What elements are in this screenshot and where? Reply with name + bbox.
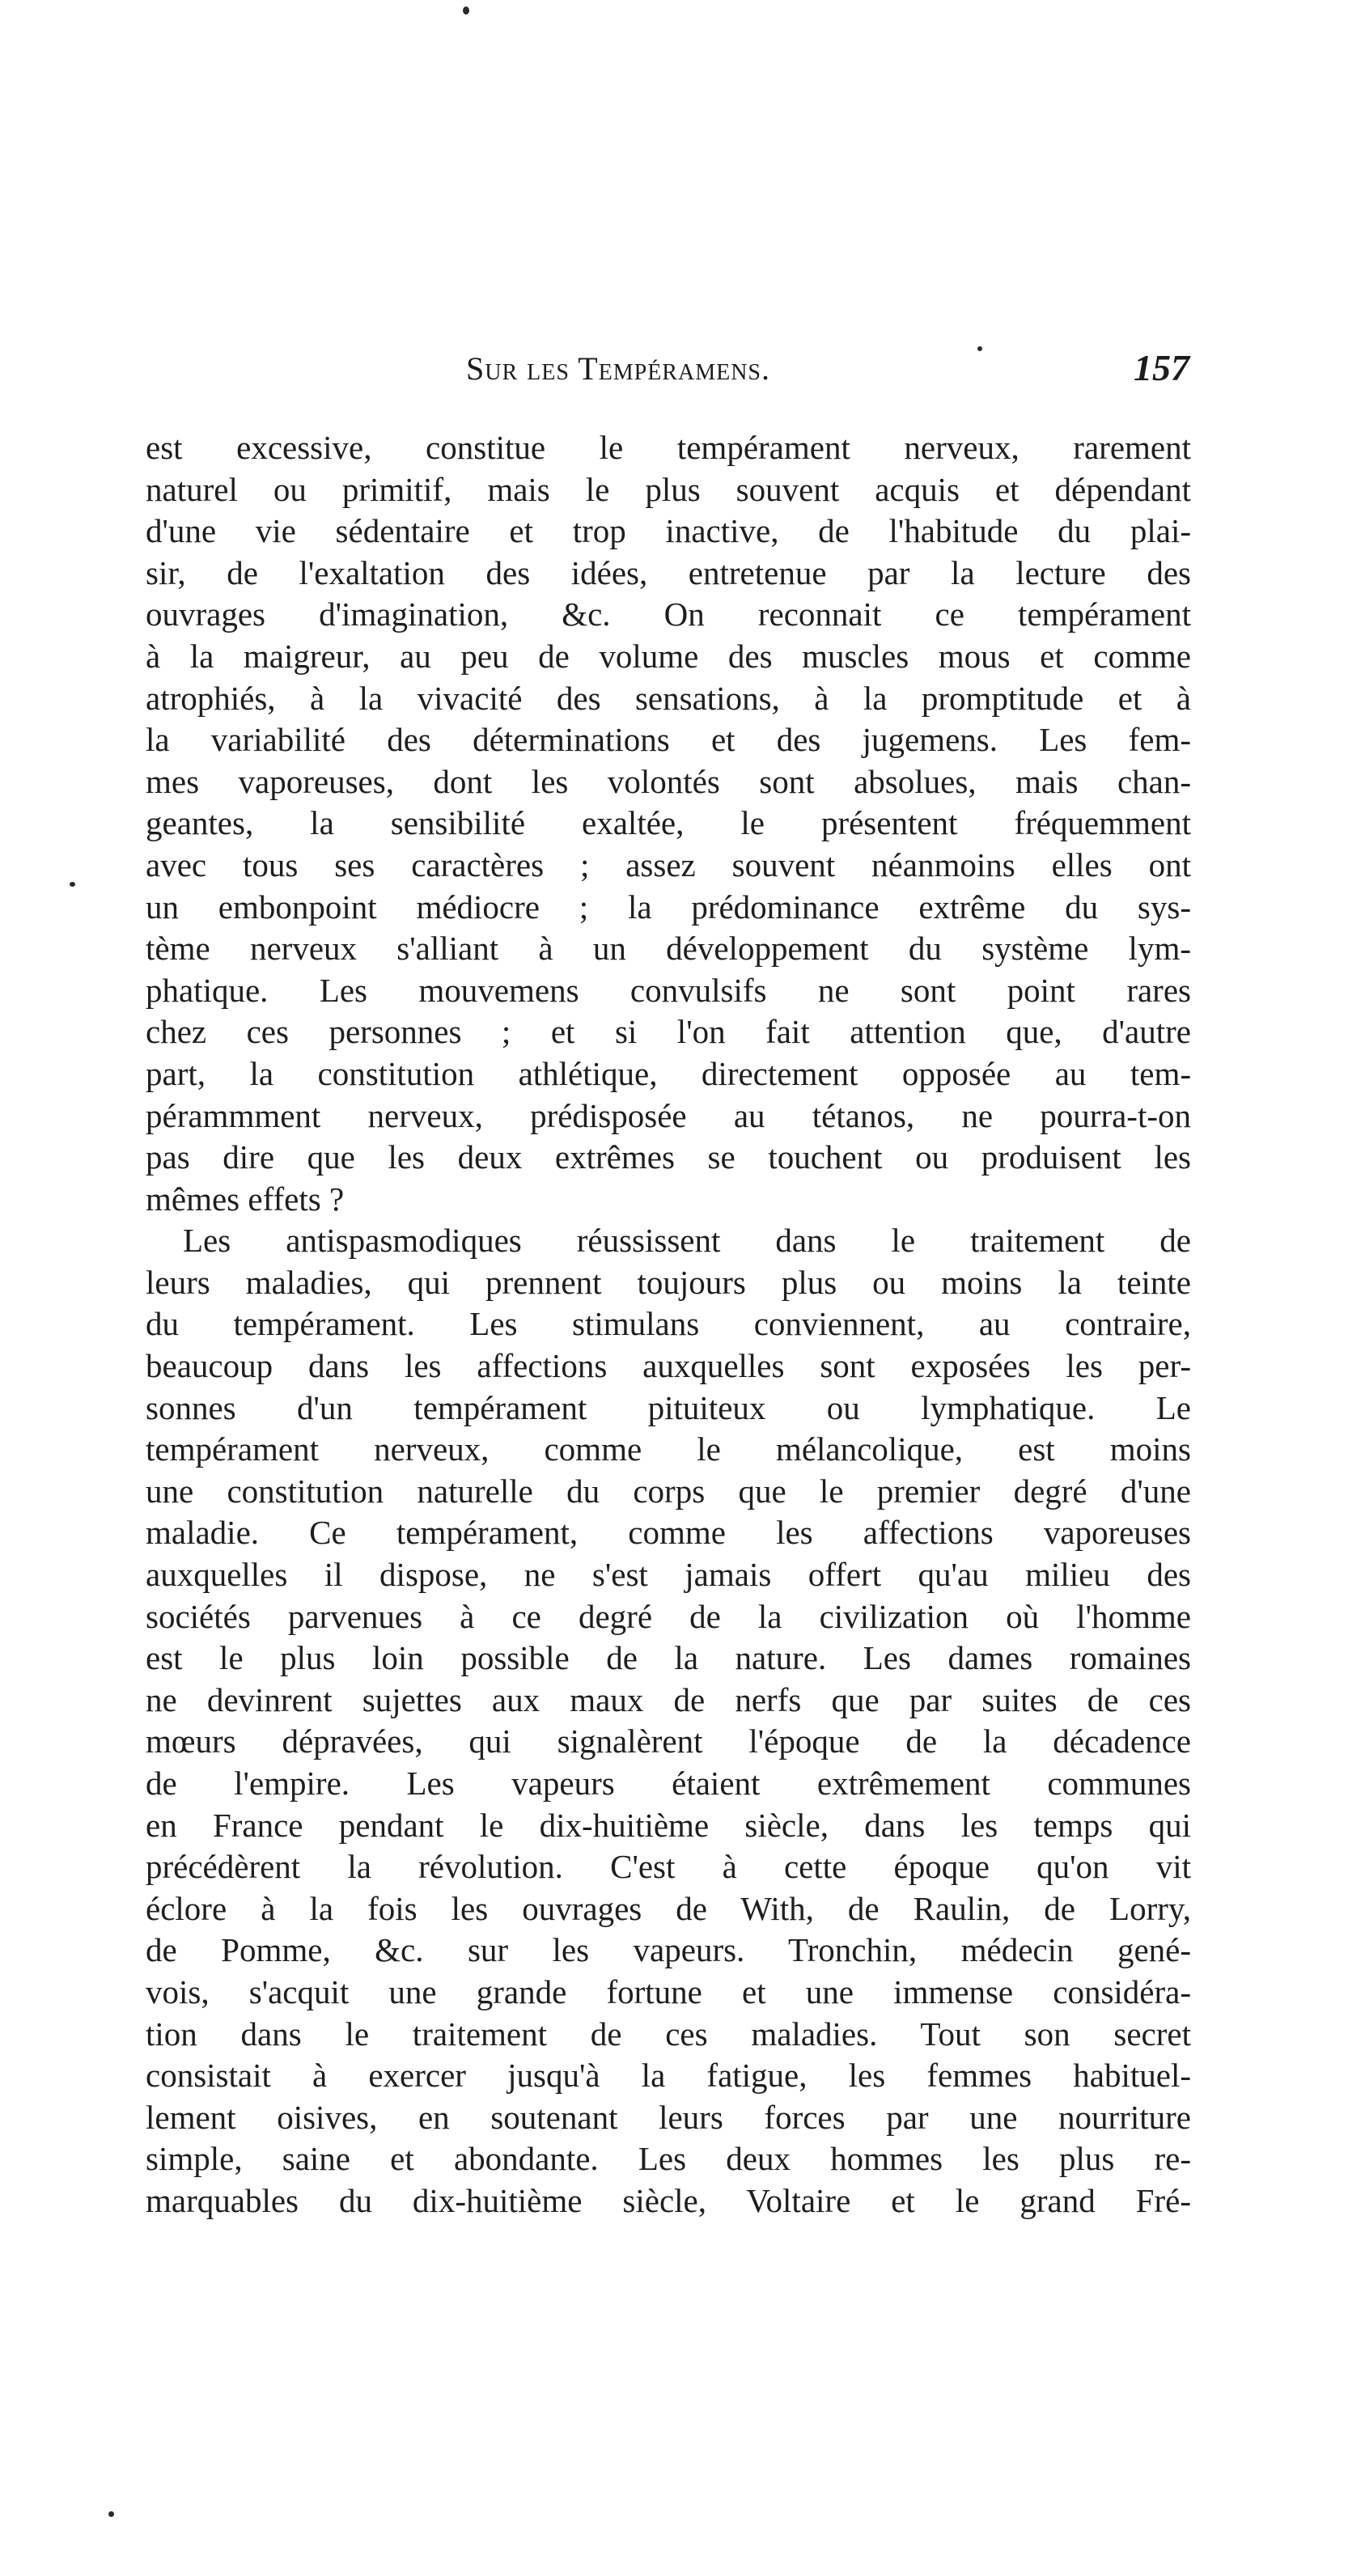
text-line: de l'empire. Les vapeurs étaient extrêmement communes	[146, 1765, 1191, 1802]
text-line: ne devinrent sujettes aux maux de nerfs que par suites de ces	[146, 1680, 1191, 1718]
text-line: leurs maladies, qui prennent toujours plus ou moins la teinte	[146, 1263, 1191, 1301]
text-line: sociétés parvenues à ce degré de la civilization où l'homme	[146, 1597, 1191, 1635]
text-line: ouvrages d'imagination, &c. On reconnait ce tempérament	[146, 595, 1191, 633]
text-line: avec tous ses caractères ; assez souvent néanmoins elles ont	[146, 845, 1191, 883]
text-line: de Pomme, &c. sur les vapeurs. Tronchin, médecin gené-	[146, 1931, 1191, 1969]
text-line: tempérament nerveux, comme le mélancolique, est moins	[146, 1430, 1191, 1468]
text-line: éclore à la fois les ouvrages de With, de Raulin, de Lorry,	[146, 1889, 1191, 1927]
text-line: phatique. Les mouvemens convulsifs ne sont point rares	[146, 971, 1191, 1009]
text-line: pérammment nerveux, prédisposée au tétanos, ne pourra-t-on	[146, 1096, 1191, 1134]
running-head	[144, 347, 1196, 401]
text-line: mœurs dépravées, qui signalèrent l'époque de la décadence	[146, 1722, 1191, 1760]
text-line: lement oisives, en soutenant leurs forces par une nourriture	[146, 2098, 1191, 2136]
ink-speck-top	[463, 6, 469, 15]
page-number: 157	[1134, 347, 1189, 388]
text-line: en France pendant le dix-huitième siècle, dans les temps qui	[146, 1806, 1191, 1844]
text-line: une constitution naturelle du corps que le premier degré d'une	[146, 1472, 1191, 1510]
paragraph	[146, 427, 1191, 1220]
text-line: vois, s'acquit une grande fortune et une immense considéra-	[146, 1972, 1191, 2010]
ink-speck-margin	[70, 882, 75, 887]
text-line: du tempérament. Les stimulans conviennent, au contraire,	[146, 1305, 1191, 1343]
text-line: est le plus loin possible de la nature. Les dames romaines	[146, 1639, 1191, 1677]
text-line: geantes, la sensibilité exaltée, le présentent fréquemment	[146, 804, 1191, 842]
ink-speck-bottom	[108, 2511, 114, 2517]
paragraph	[146, 1220, 1191, 2222]
text-line: à la maigreur, au peu de volume des muscles mous et comme	[146, 637, 1191, 675]
text-line: part, la constitution athlétique, directement opposée au tem-	[146, 1054, 1191, 1092]
text-line: atrophiés, à la vivacité des sensations, à la promptitude et à	[146, 679, 1191, 717]
text-line: précédèrent la révolution. C'est à cette époque qu'on vit	[146, 1848, 1191, 1886]
text-line: beaucoup dans les affections auxquelles sont exposées les per-	[146, 1347, 1191, 1385]
text-line: pas dire que les deux extrêmes se touchent ou produisent les	[146, 1138, 1191, 1176]
text-line: maladie. Ce tempérament, comme les affections vaporeuses	[146, 1514, 1191, 1552]
text-line: auxquelles il dispose, ne s'est jamais offert qu'au milieu des	[146, 1556, 1191, 1594]
text-line: un embonpoint médiocre ; la prédominance extrême du sys-	[146, 888, 1191, 926]
text-line: consistait à exercer jusqu'à la fatigue, les femmes habituel-	[146, 2057, 1191, 2095]
text-line: sonnes d'un tempérament pituiteux ou lymphatique. Le	[146, 1388, 1191, 1426]
text-line: tion dans le traitement de ces maladies. Tout son secret	[146, 2015, 1191, 2053]
running-title: Sur les Tempéramens.	[466, 350, 770, 387]
text-line: la variabilité des déterminations et des jugemens. Les fem-	[146, 721, 1191, 759]
text-line: est excessive, constitue le tempérament nerveux, rarement	[146, 429, 1191, 466]
text-line: mes vaporeuses, dont les volontés sont absolues, mais chan-	[146, 762, 1191, 800]
text-line: d'une vie sédentaire et trop inactive, de l'habitude du plai-	[146, 512, 1191, 550]
body-text	[146, 427, 1191, 2222]
text-line: Les antispasmodiques réussissent dans le traitement de	[183, 1222, 1191, 1260]
text-line: simple, saine et abondante. Les deux hommes les plus re-	[146, 2140, 1191, 2178]
text-line: tème nerveux s'alliant à un développement du système lym-	[146, 930, 1191, 968]
text-line: marquables du dix-huitième siècle, Voltaire et le grand Fré-	[146, 2181, 1191, 2219]
text-line: sir, de l'exaltation des idées, entretenue par la lecture des	[146, 553, 1191, 591]
text-line: naturel ou primitif, mais le plus souvent acquis et dépendant	[146, 470, 1191, 508]
text-line: mêmes effets ?	[146, 1180, 345, 1218]
text-line: chez ces personnes ; et si l'on fait attention que, d'autre	[146, 1013, 1191, 1051]
